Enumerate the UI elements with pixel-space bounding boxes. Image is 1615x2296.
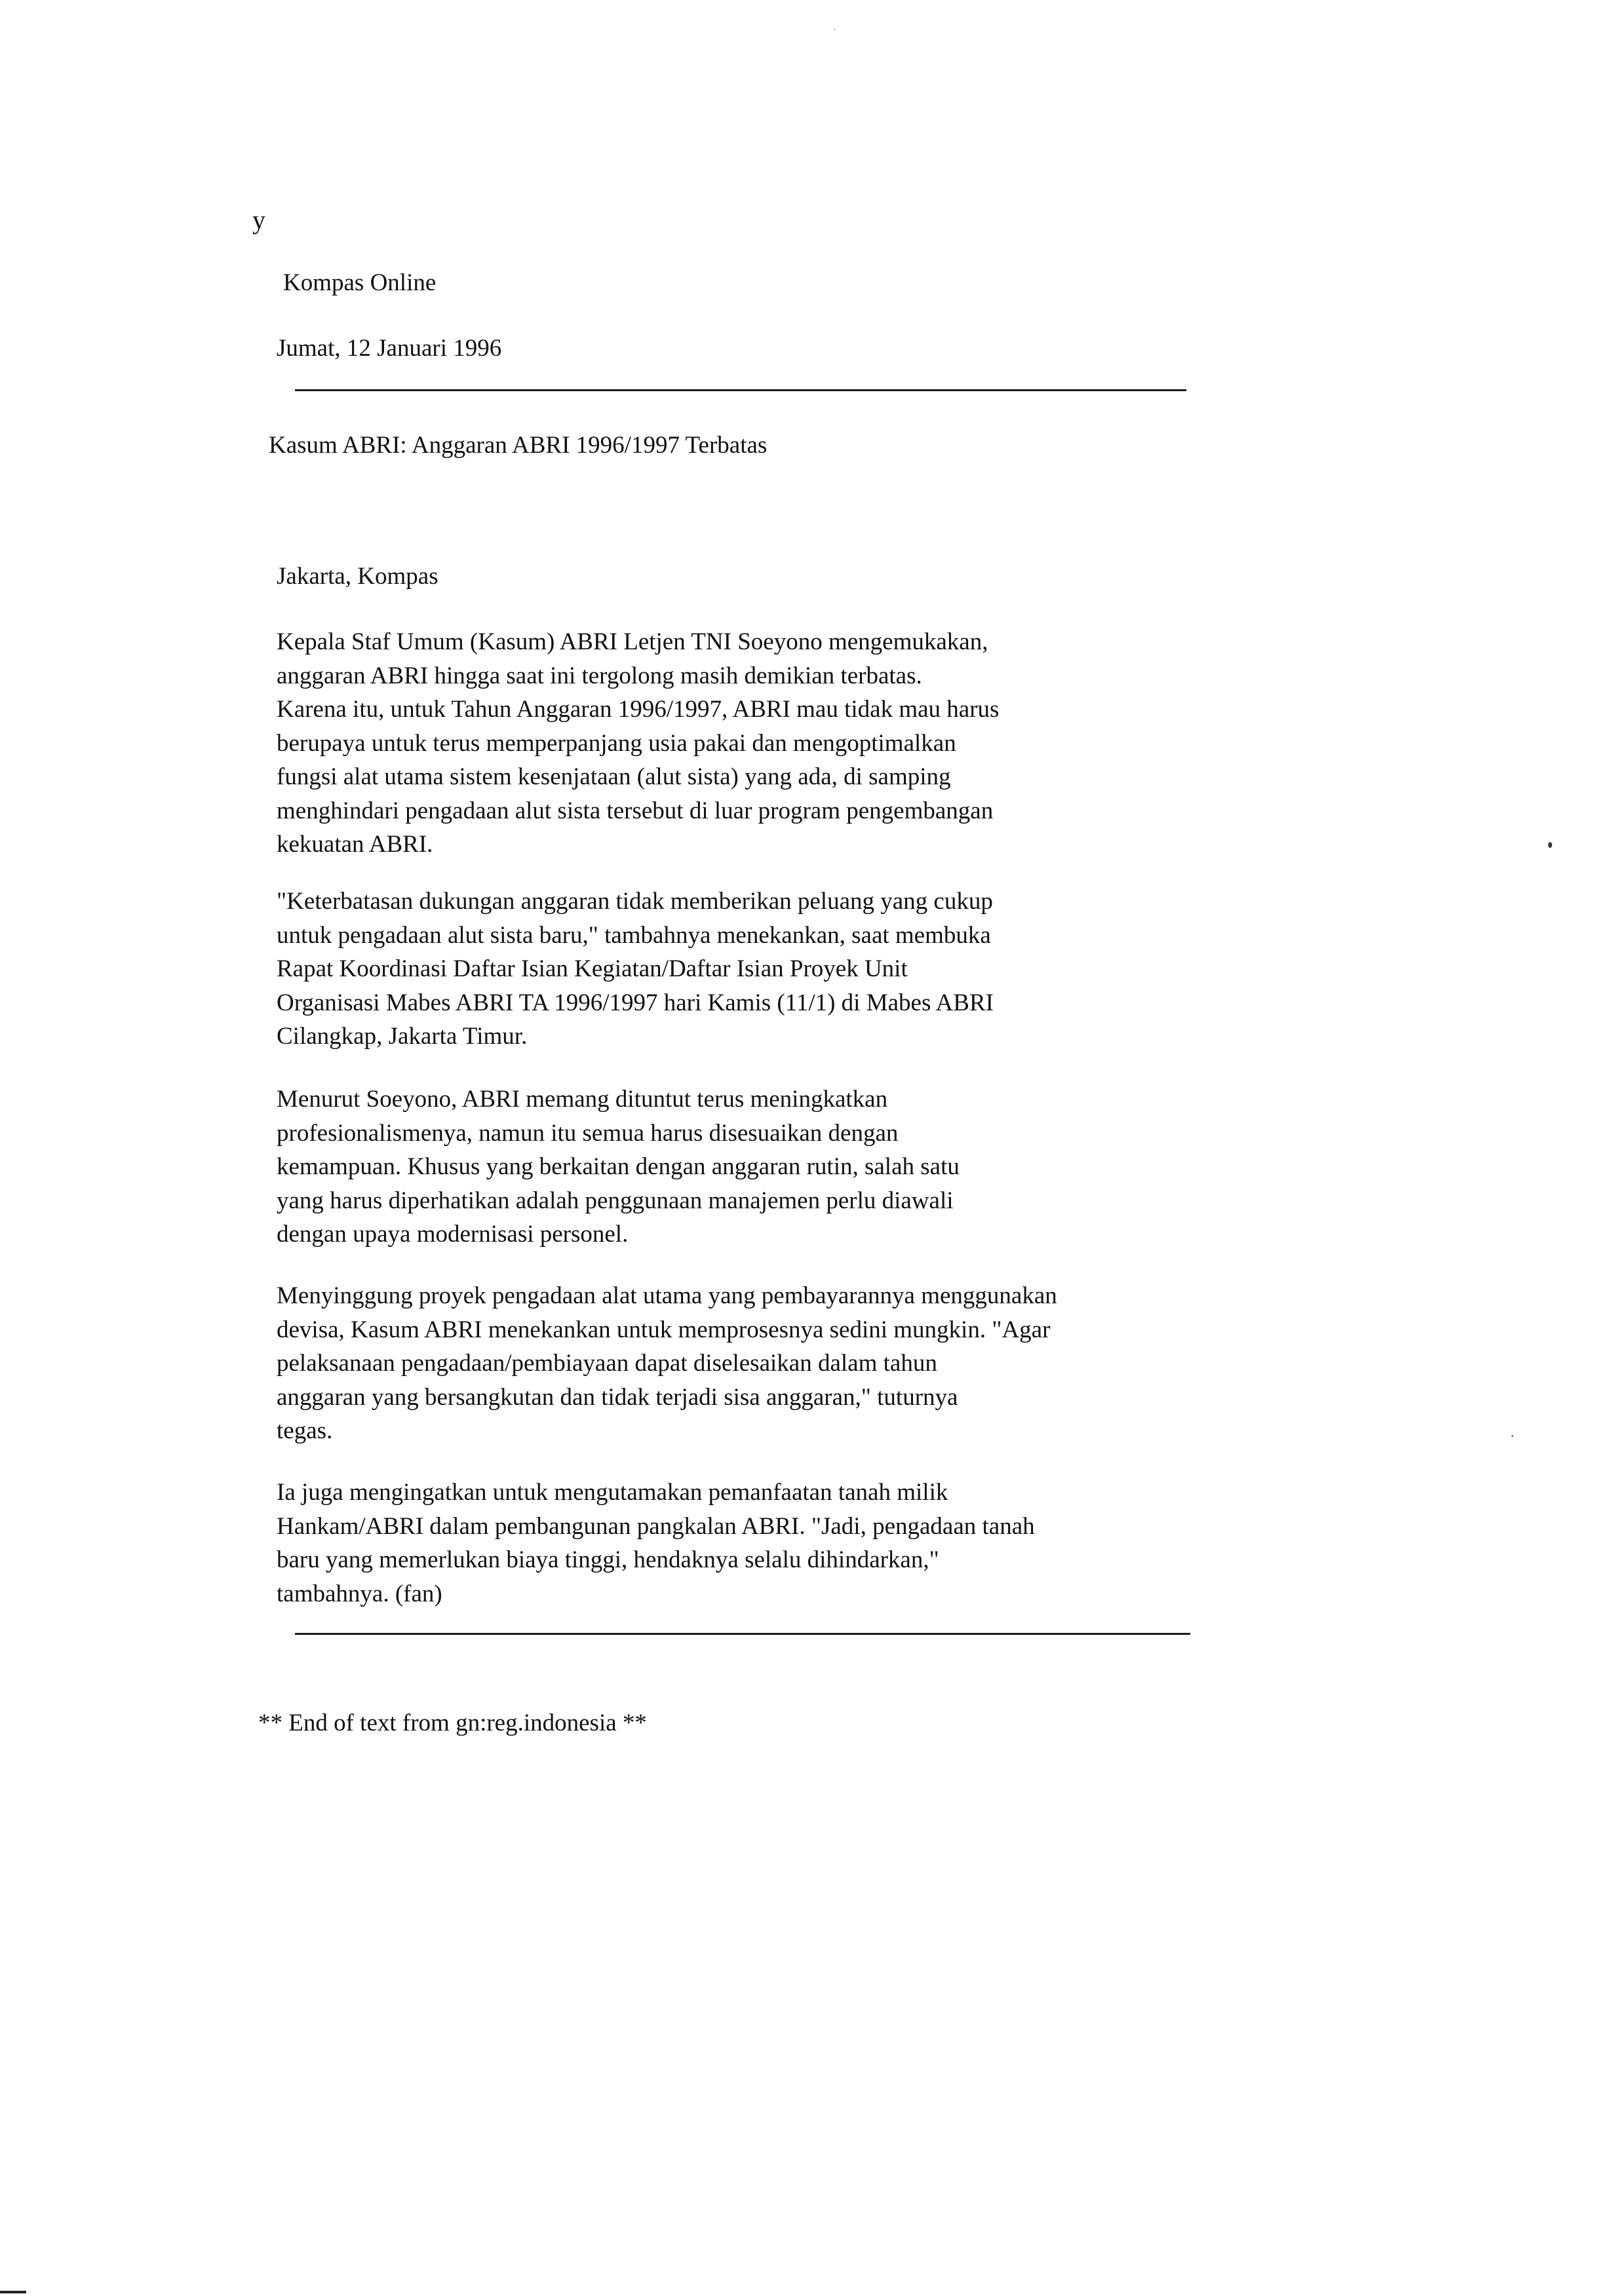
scan-speck: [1511, 1435, 1513, 1437]
text-line: anggaran yang bersangkutan dan tidak terjadi sisa anggaran," tuturnya: [277, 1383, 958, 1411]
text-line: dengan upaya modernisasi personel.: [277, 1221, 629, 1248]
text-line: anggaran ABRI hingga saat ini tergolong masih demikian terbatas.: [277, 662, 922, 689]
text-line: profesionalismenya, namun itu semua harus disesuaikan dengan: [277, 1119, 899, 1147]
text-line: untuk pengadaan alut sista baru," tambahnya menekankan, saat membuka: [277, 921, 991, 949]
text-line: baru yang memerlukan biaya tinggi, hendaknya selalu dihindarkan,": [277, 1546, 939, 1573]
text-line: Ia juga mengingatkan untuk mengutamakan pemanfaatan tanah milik: [277, 1479, 948, 1506]
text-line: yang harus diperhatikan adalah penggunaan manajemen perlu diawali: [277, 1187, 954, 1214]
text-line: pelaksanaan pengadaan/pembiayaan dapat diselesaikan dalam tahun: [277, 1350, 937, 1377]
paragraph-1: [277, 625, 1234, 862]
text-line: Menyinggung proyek pengadaan alat utama yang pembayarannya menggunakan: [277, 1282, 1057, 1309]
text-line: menghindari pengadaan alut sista tersebut di luar program pengembangan: [277, 797, 994, 824]
publication-date: Jumat, 12 Januari 1996: [277, 335, 502, 362]
text-line: Menurut Soeyono, ABRI memang dituntut terus meningkatkan: [277, 1086, 888, 1113]
text-line: devisa, Kasum ABRI menekankan untuk memprosesnya sedini mungkin. "Agar: [277, 1316, 1051, 1343]
text-line: tegas.: [277, 1417, 333, 1444]
margin-mark: y: [252, 205, 265, 235]
paragraph-3: [277, 1082, 1234, 1252]
paragraph-2: [277, 885, 1234, 1054]
text-line: Cilangkap, Jakarta Timur.: [277, 1023, 528, 1050]
text-line: Kepala Staf Umum (Kasum) ABRI Letjen TNI Soeyono mengemukakan,: [277, 628, 988, 655]
headline: Kasum ABRI: Anggaran ABRI 1996/1997 Terbatas: [269, 432, 768, 459]
scan-speck: [834, 29, 835, 30]
source-name: Kompas Online: [283, 269, 437, 296]
paragraph-4: [277, 1279, 1234, 1448]
text-line: "Keterbatasan dukungan anggaran tidak memberikan peluang yang cukup: [277, 888, 993, 915]
scan-speck: [0, 2291, 26, 2293]
text-line: fungsi alat utama sistem kesenjataan (alut sista) yang ada, di samping: [277, 763, 951, 790]
text-line: Hankam/ABRI dalam pembangunan pangkalan ABRI. "Jadi, pengadaan tanah: [277, 1512, 1035, 1540]
text-line: kekuatan ABRI.: [277, 831, 433, 858]
scan-speck: [1548, 842, 1552, 848]
text-line: tambahnya. (fan): [277, 1580, 442, 1607]
text-line: Karena itu, untuk Tahun Anggaran 1996/1997, ABRI mau tidak mau harus: [277, 696, 1000, 723]
dateline: Jakarta, Kompas: [277, 563, 438, 590]
top-divider: [295, 389, 1186, 391]
bottom-divider: [295, 1633, 1190, 1635]
end-of-text-footer: ** End of text from gn:reg.indonesia **: [258, 1710, 647, 1736]
paragraph-5: [277, 1476, 1234, 1611]
text-line: kemampuan. Khusus yang berkaitan dengan anggaran rutin, salah satu: [277, 1153, 960, 1180]
text-line: Rapat Koordinasi Daftar Isian Kegiatan/Daftar Isian Proyek Unit: [277, 955, 908, 982]
text-line: berupaya untuk terus memperpanjang usia pakai dan mengoptimalkan: [277, 729, 956, 757]
text-line: Organisasi Mabes ABRI TA 1996/1997 hari Kamis (11/1) di Mabes ABRI: [277, 989, 994, 1016]
